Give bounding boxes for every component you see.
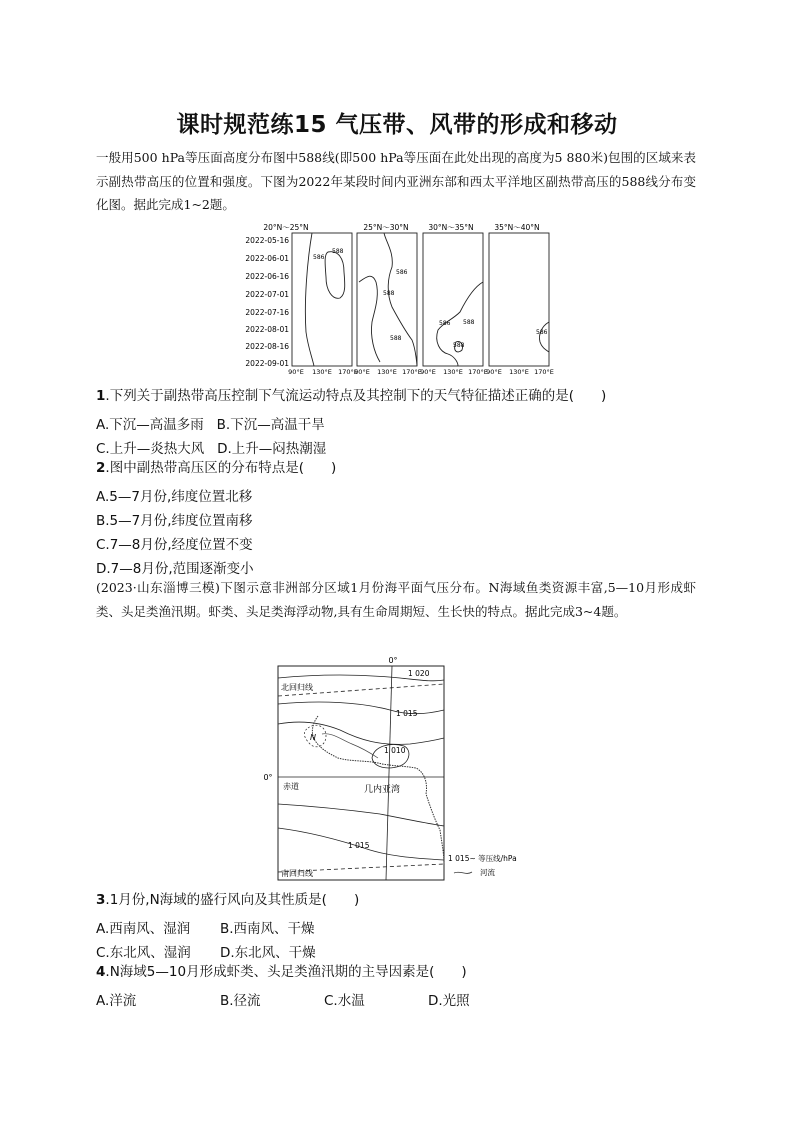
date-label: 2022-06-16 (245, 272, 289, 281)
contour-label: 588 (383, 290, 395, 297)
date-label: 2022-07-16 (245, 308, 289, 317)
option-d: D.7—8月份,范围逐渐变小 (96, 561, 254, 577)
isobar-label: 1 010 (384, 746, 406, 755)
contour-label: 586 (313, 254, 325, 261)
question-number: 4 (96, 964, 106, 980)
option-d: D.上升—闷热潮湿 (217, 441, 327, 457)
isobar-label: 1 015 (348, 841, 370, 850)
date-label: 2022-08-16 (245, 342, 289, 351)
panel-title-4: 35°N～40°N (494, 223, 540, 232)
x-tick: 130°E (312, 368, 332, 376)
isobar-extra (278, 722, 444, 744)
question-text: N海域5—10月形成虾类、头足类渔汛期的主导因素是( ) (109, 964, 467, 980)
meridian-label: 0° (388, 656, 398, 665)
date-label: 2022-06-01 (245, 254, 289, 263)
option-b: B.下沉—高温干旱 (216, 417, 325, 433)
date-label: 2022-05-16 (245, 236, 289, 245)
n-sea-label: N (310, 733, 316, 742)
x-tick: 130°E (443, 368, 463, 376)
intro-paragraph-1: 一般用500 hPa等压面高度分布图中588线(即500 hPa等压面在此处出现的高度为5 880米)包围的区域来表示副热带高压的位置和强度。下图为2022年某段时间内亚洲东部和西太平洋地区副热带高压的588线分布变化图。据此完成1~2题。 (96, 150, 696, 212)
isobar-label: 1 020 (408, 669, 430, 678)
question-text: 1月份,N海域的盛行风向及其性质是( ) (109, 892, 360, 908)
intro-paragraph-2: (2023·山东淄博三模)下图示意非洲部分区域1月份海平面气压分布。N海域鱼类资源丰富,5—10月形成虾类、头足类渔汛期。虾类、头足类海浮动物,具有生命周期短、生长快的特点。据此完成3~4题。 (96, 580, 696, 619)
legend-isobar: 1 015~ 等压线/hPa (448, 854, 517, 863)
equator-label: 赤道 (283, 782, 299, 791)
x-tick: 170°E (534, 368, 554, 376)
option-c: C.上升—炎热大风 (96, 441, 205, 457)
x-tick: 90°E (288, 368, 304, 376)
question-text: 图中副热带高压区的分布特点是( ) (109, 460, 337, 476)
options-row (96, 941, 316, 961)
option-a: A.下沉—高温多雨 (96, 417, 204, 433)
x-tick: 130°E (509, 368, 529, 376)
x-tick: 130°E (377, 368, 397, 376)
question-number: 1 (96, 388, 106, 404)
x-tick: 170°E (402, 368, 422, 376)
gulf-label: 几内亚湾 (364, 785, 401, 795)
panel-title-1: 20°N～25°N (263, 223, 309, 232)
contour-line (325, 252, 345, 299)
contour-line (384, 233, 417, 366)
date-label: 2022-07-01 (245, 290, 289, 299)
question-1: 1.下列关于副热带高压控制下气流运动特点及其控制下的天气特征描述正确的是( ) (96, 388, 607, 404)
option-b: B.5—7月份,纬度位置南移 (96, 513, 253, 529)
panel-title-3: 30°N～35°N (428, 223, 474, 232)
option-a: A.西南风、湿润 (96, 921, 191, 937)
option-a: A.洋流 (96, 993, 137, 1009)
contour-line (359, 276, 380, 362)
x-tick: 90°E (486, 368, 502, 376)
panel-box-4 (489, 233, 549, 366)
x-tick: 90°E (354, 368, 370, 376)
option-a: A.5—7月份,纬度位置北移 (96, 489, 253, 505)
options-row (96, 413, 325, 433)
tropic-cancer-label: 北回归线 (281, 683, 313, 692)
africa-pressure-map (260, 654, 540, 882)
isobar-1015-north (278, 702, 444, 714)
question-4: 4.N海域5—10月形成虾类、头足类渔汛期的主导因素是( ) (96, 964, 467, 980)
question-number: 3 (96, 892, 106, 908)
question-number: 2 (96, 460, 106, 476)
options-row (96, 917, 315, 937)
legend-river-sample (454, 872, 472, 873)
contour-label: 588 (463, 319, 475, 326)
contour-label: 588 (390, 335, 402, 342)
contour-line (539, 322, 549, 352)
meridian-line (386, 666, 392, 880)
option-d: D.光照 (428, 993, 470, 1009)
contour-label: 586 (536, 329, 548, 336)
question-2: 2.图中副热带高压区的分布特点是( ) (96, 460, 337, 476)
isobar-extra-south (278, 804, 444, 826)
river (322, 734, 378, 758)
panel-box-2 (357, 233, 417, 366)
options-row (96, 437, 326, 457)
tropic-capricorn-label: 南回归线 (281, 869, 313, 878)
x-tick: 170°E (338, 368, 358, 376)
option-c: C.7—8月份,经度位置不变 (96, 537, 253, 553)
subtropical-high-figure (234, 222, 564, 376)
legend-river: 河流 (480, 868, 495, 877)
option-d: D.东北风、干燥 (220, 945, 316, 961)
contour-label: 588 (453, 342, 465, 349)
isobar-label: 1 015 (396, 709, 418, 718)
option-b: B.径流 (220, 993, 261, 1009)
option-c: C.东北风、湿润 (96, 945, 191, 961)
contour-line (305, 233, 314, 366)
contour-label: 588 (332, 248, 344, 255)
date-label: 2022-09-01 (245, 359, 289, 368)
option-c: C.水温 (324, 993, 365, 1009)
x-tick: 170°E (468, 368, 488, 376)
panel-title-2: 25°N～30°N (363, 223, 409, 232)
option-b: B.西南风、干燥 (220, 921, 315, 937)
equator-lat-label: 0° (263, 773, 273, 782)
question-text: 下列关于副热带高压控制下气流运动特点及其控制下的天气特征描述正确的是( ) (109, 388, 607, 404)
date-label: 2022-08-01 (245, 325, 289, 334)
contour-label: 586 (439, 320, 451, 327)
x-tick: 90°E (420, 368, 436, 376)
question-3: 3.1月份,N海域的盛行风向及其性质是( ) (96, 892, 360, 908)
page-title: 课时规范练15 气压带、风带的形成和移动 (176, 112, 618, 138)
options-row (96, 989, 470, 1009)
contour-label: 586 (396, 269, 408, 276)
